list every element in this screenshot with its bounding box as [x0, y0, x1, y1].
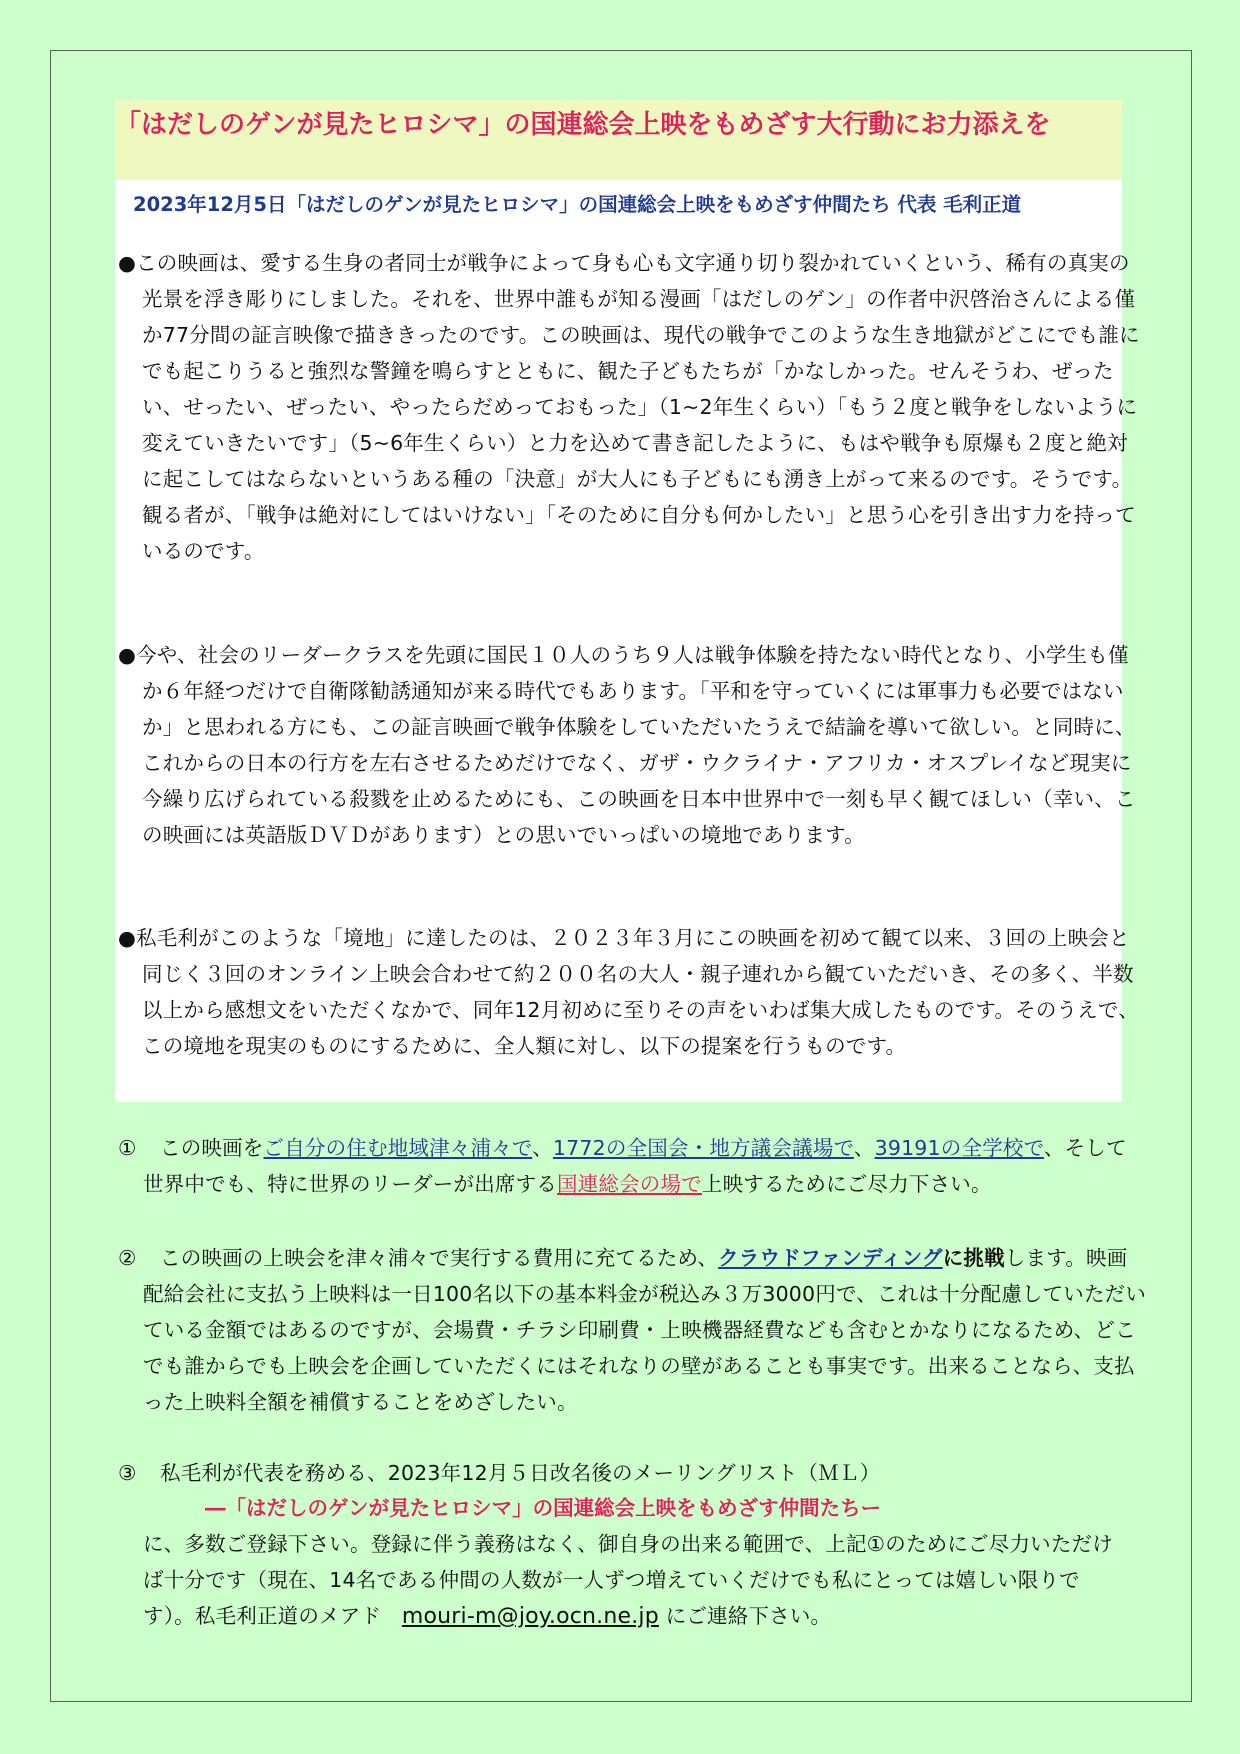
paragraph-2: ●今や、社会のリーダークラスを先頭に国民１０人のうち９人は戦争体験を持たない時代となり、小学生も僅か６年経つだけで自衛隊勧誘通知が来る時代でもあります。「平和を守っていくには軍事力も必要ではないか」と思われる方にも、この証言映画で戦争体験をしていただいたうえで結論を導いて欲しい。と同時に、これからの日本の行方を左右させるためだけでなく、ガザ・ウクライナ・アフリカ・オスプレイなど現実に今繰り広げられている殺戮を止めるためにも、この映画を日本中世界中で一刻も早く観てほしい（幸い、この映画には英語版ＤＶＤがあります）との思いでいっぱいの境地であります。: [118, 643, 1136, 847]
proposal-3-number: ③: [118, 1461, 137, 1485]
paragraph-1: ●この映画は、愛する生身の者同士が戦争によって身も心も文字通り切り裂かれていくという、稀有の真実の光景を浮き彫りにしました。それを、世界中誰もが知る漫画「はだしのゲン」の作者中沢啓治さんによる僅か77分間の証言映像で描ききったのです。この映画は、現代の戦争でこのような生き地獄がどこにでも誰にでも起こりうると強烈な警鐘を鳴らすとともに、観た子どもたちが「かなしかった。せんそうわ、ぜったい、せったい、ぜったい、やったらだめっておもった」（1~2年生くらい）「もう２度と戦争をしないように変えていきたいです」（5~6年生くらい）と力を込めて書き記したように、もはや戦争も原爆も２度と絶対に起こしてはならないというある種の「決意」が大人にも子どもにも湧き上がって来るのです。そうです。観る者が、「戦争は絶対にしてはいけない」「そのために自分も何かしたい」と思う心を引き出す力を持っているのです。: [118, 251, 1140, 563]
byline: 2023年12月5日「はだしのゲンが見たヒロシマ」の国連総会上映をもめざす仲間たち 代表 毛利正道: [133, 193, 1022, 216]
proposal-1-text-a: この映画を: [160, 1136, 264, 1160]
proposal-1-text-d: 、そして世界中でも、特に世界のリーダーが出席する: [143, 1136, 1127, 1196]
document-title: 「はだしのゲンが見たヒロシマ」の国連総会上映をもめざす大行動にお力添えを: [115, 110, 1051, 140]
proposal-2-bold: に挑戦: [942, 1246, 1005, 1270]
proposal-1-text-c: 、: [853, 1136, 875, 1160]
proposal-3-text-b: に、多数ご登録下さい。登録に伴う義務はなく、御自身の出来る範囲で、上記①のためにご尽力いただけば十分です（現在、14名である仲間の人数が一人ずつ増えていくだけでも私にとっては嬉しい限りです）。私毛利正道のメアド: [143, 1532, 1113, 1628]
proposal-2: [118, 1240, 1147, 1420]
proposal-3-text-c: にご連絡下さい。: [658, 1604, 832, 1628]
proposal-1-number: ①: [118, 1136, 137, 1160]
proposal-3-body: [143, 1526, 1122, 1635]
proposal-1-text-e: 上映するためにご尽力下さい。: [701, 1172, 992, 1196]
paragraph-3: ●私毛利がこのような「境地」に達したのは、２０２３年３月にこの映画を初めて観て以来、３回の上映会と同じく３回のオンライン上映会合わせて約２００名の大人・親子連れから観ていただいき、その多く、半数以上から感想文をいただくなかで、同年12月初めに至りその声をいわば集大成したものです。そのうえで、この境地を現実のものにするために、全人類に対し、以下の提案を行うものです。: [118, 926, 1139, 1058]
proposal-3-text-a: 私毛利が代表を務める、2023年12月５日改名後のメーリングリスト（ＭＬ）: [160, 1461, 881, 1485]
proposal-1-link-assemblies[interactable]: 1772の全国会・地方議会議場で: [552, 1136, 854, 1160]
email-link[interactable]: mouri-m@joy.ocn.ne.jp: [401, 1604, 659, 1629]
crowdfunding-link[interactable]: クラウドファンディング: [718, 1246, 943, 1270]
proposal-1-link-schools[interactable]: 39191の全学校で: [874, 1136, 1044, 1160]
dash-left: ―: [205, 1496, 226, 1520]
proposal-2-text-a: この映画の上映会を津々浦々で実行する費用に充てるため、: [160, 1246, 719, 1270]
proposal-1-link-local[interactable]: ご自分の住む地域津々浦々で: [263, 1136, 533, 1160]
proposal-1-link-un[interactable]: 国連総会の場で: [557, 1172, 702, 1196]
mailing-list-name: [205, 1490, 881, 1526]
dash-right: ー: [860, 1496, 882, 1520]
proposal-1: [118, 1130, 1147, 1202]
proposal-2-text-b: します。映画配給会社に支払う上映料は一日100名以下の基本料金が税込み３万3000円で、これは十分配慮していただいている金額ではあるのですが、会場費・チラシ印刷費・上映機器経費なども含むとかなりになるため、どこでも誰からでも上映会を企画していただくにはそれなりの壁があることも事実です。出来ることなら、支払った上映料全額を補償することをめざしたい。: [143, 1246, 1147, 1414]
proposal-2-number: ②: [118, 1246, 137, 1270]
proposal-1-text-b: 、: [532, 1136, 553, 1160]
group-name: 「はだしのゲンが見たヒロシマ」の国連総会上映をもめざす仲間たち: [225, 1496, 861, 1520]
proposal-3: [118, 1455, 1147, 1491]
